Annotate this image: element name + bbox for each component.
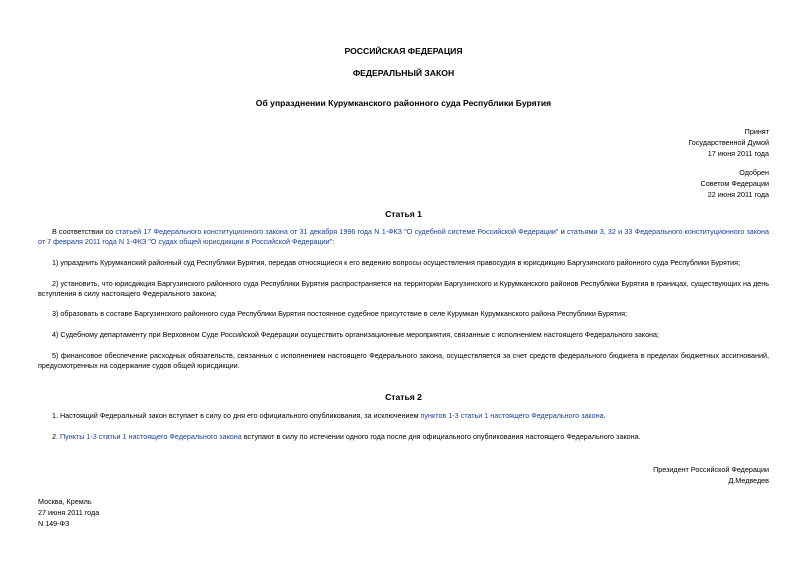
accepted-label: Принят: [744, 127, 769, 136]
signing-place: Москва, Кремль: [38, 497, 92, 506]
accepted-block: [688, 127, 769, 159]
accepted-by: Государственной Думой: [688, 137, 769, 147]
article-2-para-1: [38, 411, 769, 421]
item-1-text: 1) упразднить Курумканский районный суд Республики Бурятия, передав относящиеся к его ведению вопросы осуществления правосудия в юрисдикцию Баргузинского районного суда Республики Бурятия;: [52, 258, 741, 267]
accepted-date: 17 июня 2011 года: [707, 148, 769, 158]
article-2-para-2: [38, 432, 769, 442]
signer-position: Президент Российской Федерации: [653, 465, 769, 474]
intro-text-post: :: [332, 237, 335, 247]
item-3-text: 3) образовать в составе Баргузинского районного суда Республики Бурятия постоянное судебное присутствие в селе Курумкан Курумканского района Республики Бурятия;: [52, 309, 627, 318]
para-1-text-post: .: [603, 411, 606, 420]
item-4-text: 4) Судебному департаменту при Верховном Суде Российской Федерации осуществить организационные мероприятия, связанные с исполнением настоящего Федерального закона;: [52, 330, 660, 339]
document-type-heading: ФЕДЕРАЛЬНЫЙ ЗАКОН: [352, 68, 455, 78]
article-2-title: Статья 2: [385, 392, 422, 402]
article-1-intro: [38, 227, 769, 247]
approved-date: 22 июня 2011 года: [707, 189, 769, 199]
article-1-item-1: [38, 258, 769, 268]
approved-label: Одобрен: [739, 168, 769, 177]
para-1-text-pre: 1. Настоящий Федеральный закон вступает в силу со дня его официального опубликования, за исключением: [52, 411, 421, 420]
para-2-link[interactable]: Пункты 1-3 статьи 1 настоящего Федерального закона: [60, 432, 242, 441]
signature-block: [653, 465, 769, 487]
law-number: N 149-ФЗ: [38, 518, 70, 528]
signer-name: Д.Медведев: [728, 475, 769, 485]
article-1-item-2: [38, 279, 769, 299]
item-2-text: 2) установить, что юрисдикция Баргузинского районного суда Республики Бурятия распространяется на территории Баргузинского и Курумканского районов Республики Бурятия в границах, существующих на день вступления в силу настоящего Федерального закона;: [38, 279, 769, 299]
para-2-text-pre: 2.: [52, 432, 60, 441]
intro-link-article-17[interactable]: статьей 17 Федерального конституционного закона от 31 декабря 1996 года N 1-ФКЗ "О судебной системе Российской Федерации": [115, 227, 559, 236]
country-heading: РОССИЙСКАЯ ФЕДЕРАЦИЯ: [344, 46, 463, 56]
para-2-text-post: вступают в силу по истечении одного года после дня официального опубликования настоящего Федерального закона.: [241, 432, 641, 441]
place-date-block: [38, 497, 99, 529]
article-1-item-5: [38, 351, 769, 371]
approved-by: Советом Федерации: [700, 178, 769, 188]
law-title: Об упразднении Курумканского районного суда Республики Бурятия: [255, 98, 552, 108]
intro-text-mid: и: [558, 227, 567, 236]
intro-text-pre: В соответствии со: [52, 227, 116, 236]
signing-date: 27 июня 2011 года: [38, 507, 100, 517]
intro-link-articles-3-32-33[interactable]: статьями 3, 32 и 33 Федерального конституционного закона от 7 февраля 2011 года N 1-ФКЗ "О судах общей юрисдикции в Российской Федерации": [38, 227, 769, 247]
document-page: [38, 0, 769, 571]
approved-block: [701, 168, 769, 200]
article-1-title: Статья 1: [385, 209, 422, 219]
article-1-item-4: [38, 330, 769, 340]
para-1-link[interactable]: пунктов 1-3 статьи 1 настоящего Федерального закона: [420, 411, 604, 420]
item-5-text: 5) финансовое обеспечение расходных обязательств, связанных с исполнением настоящего Федерального закона, осуществляется за счет средств федерального бюджета в пределах бюджетных ассигнований, предусмотренных на содержание судов общей юрисдикции.: [38, 351, 769, 371]
article-1-item-3: [38, 309, 769, 319]
